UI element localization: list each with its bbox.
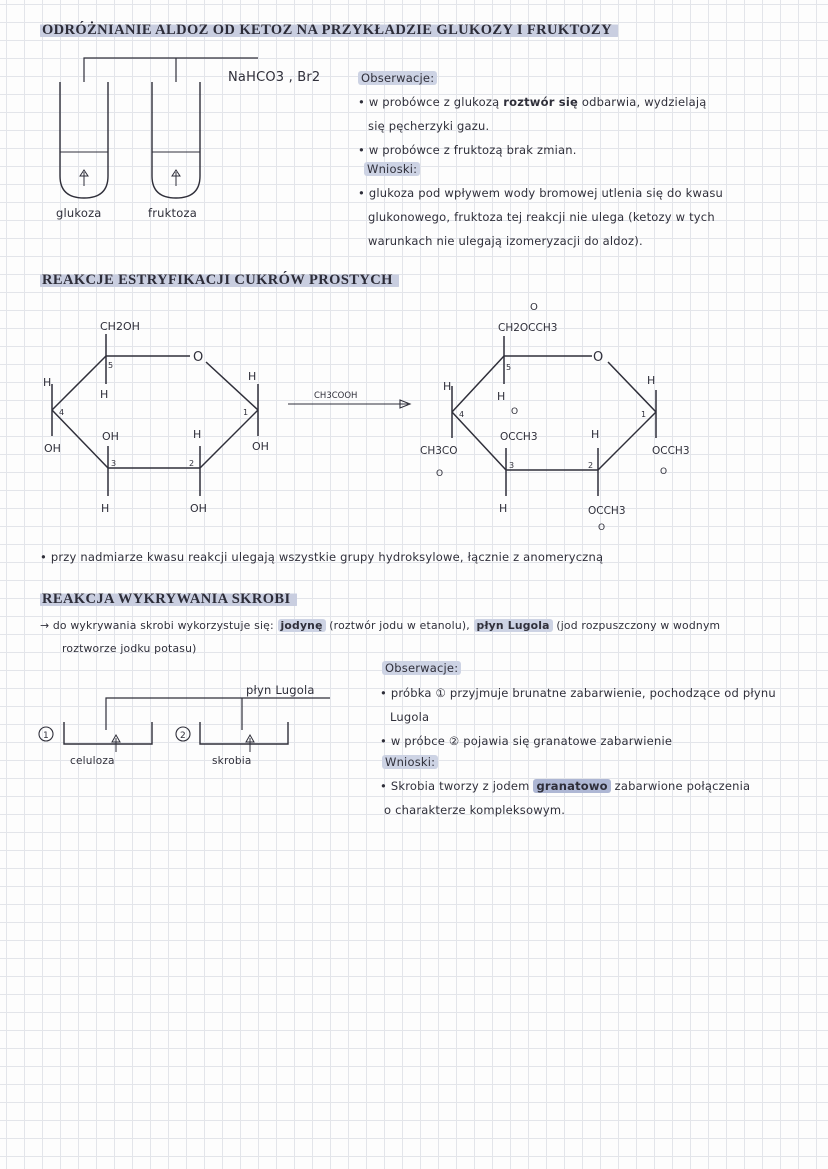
starch-conclusions-title: Wnioski:	[382, 755, 438, 769]
right-label-c5: 5	[506, 363, 512, 372]
tube-label-fructose: fruktoza	[148, 206, 197, 220]
conclusions-title: Wnioski:	[364, 162, 420, 176]
right-label-ring-oxygen: O	[593, 350, 604, 365]
left-label-oh-c4: OH	[44, 442, 61, 455]
starch-conclusion-line-2: o charakterze kompleksowym.	[384, 803, 566, 817]
left-label-ring-oxygen: O	[193, 350, 204, 365]
right-label-o-top: O	[530, 302, 538, 313]
dish-number-2: 2	[180, 731, 186, 741]
left-label-h-c4: H	[43, 376, 52, 389]
left-label-h-c2: H	[193, 428, 202, 441]
right-label-occh3-c1: OCCH3	[652, 445, 690, 457]
right-label-h-c3: H	[499, 502, 508, 515]
left-label-oh-c3: OH	[102, 430, 119, 443]
left-label-oh-c1: OH	[252, 440, 269, 453]
left-label-c2: 2	[189, 459, 195, 468]
right-label-h-c5: H	[497, 390, 506, 403]
left-label-c5: 5	[108, 361, 114, 370]
right-label-ch2occh3: CH2OCCH3	[498, 322, 558, 334]
right-label-c2: 2	[588, 461, 594, 470]
right-label-h-c2: H	[591, 428, 600, 441]
dish-cellulose	[64, 722, 152, 744]
right-label-o-c2: O	[598, 523, 606, 533]
conclusion-line-1: • glukoza pod wpływem wody bromowej utlenia się do kwasu	[358, 186, 723, 200]
conclusion-line-2: glukonowego, fruktoza tej reakcji nie ulega (ketozy w tych	[368, 210, 715, 224]
right-label-h-c1: H	[647, 374, 656, 387]
left-label-ch2oh: CH2OH	[100, 320, 140, 333]
starch-observation-line-3: • w próbce ② pojawia się granatowe zabarwienie	[380, 734, 673, 748]
reaction-reagent: CH3COOH	[314, 391, 358, 401]
starch-intro-line-1: → do wykrywania skrobi wykorzystuje się: jodynę (roztwór jodu w etanolu), płyn Lugola (jod rozpuszczony w wodnym	[40, 619, 721, 632]
esterification-note: • przy nadmiarze kwasu reakcji ulegają wszystkie grupy hydroksylowe, łącznie z anomeryczną	[40, 550, 604, 564]
observation-line-3: • w probówce z fruktozą brak zmian.	[358, 143, 577, 157]
right-label-h-c4: H	[443, 380, 452, 393]
observation-line-1: • w probówce z glukozą roztwór się odbarwia, wydzielają	[358, 95, 707, 109]
conclusion-line-3: warunkach nie ulegają izomeryzacji do aldoz).	[368, 234, 643, 248]
reagent-bromine: NaHCO3 , Br2	[228, 70, 321, 85]
tube-label-glucose: glukoza	[56, 206, 102, 220]
left-label-h-c5: H	[100, 388, 109, 401]
right-label-o-c1: O	[660, 467, 668, 477]
section-title-aldoses: ODRÓŻNIANIE ALDOZ OD KETOZ NA PRZYKŁADZIE GLUKOZY I FRUKTOZY	[40, 22, 618, 39]
right-label-ch3co-c4: CH3CO	[420, 445, 458, 457]
starch-observation-line-2: Lugola	[390, 710, 430, 724]
starch-conclusion-line-1: • Skrobia tworzy z jodem granatowo zabarwione połączenia	[380, 779, 751, 793]
starch-observation-line-1: • próbka ① przyjmuje brunatne zabarwienie, pochodzące od płynu	[380, 686, 776, 700]
starch-reagent: płyn Lugola	[246, 683, 315, 697]
right-label-occh3-c3: OCCH3	[500, 431, 538, 443]
dish-label-cellulose: celuloza	[70, 755, 115, 767]
right-label-o-c4: O	[436, 469, 444, 479]
left-label-oh-c2: OH	[190, 502, 207, 515]
left-label-c4: 4	[59, 408, 65, 417]
left-label-c3: 3	[111, 459, 117, 468]
dish-starch	[200, 722, 288, 744]
observation-line-2: się pęcherzyki gazu.	[368, 119, 490, 133]
dish-number-1: 1	[43, 731, 49, 741]
left-label-c1: 1	[243, 408, 249, 417]
starch-intro-line-2: roztworze jodku potasu)	[62, 642, 197, 655]
dish-label-starch: skrobia	[212, 755, 252, 767]
right-label-c1: 1	[641, 410, 647, 419]
right-label-occh3-c2: OCCH3	[588, 505, 626, 517]
section-title-starch: REAKCJA WYKRYWANIA SKROBI	[40, 591, 297, 608]
section-title-esterification: REAKCJE ESTRYFIKACJI CUKRÓW PROSTYCH	[40, 272, 399, 289]
right-label-c3: 3	[509, 461, 515, 470]
starch-observations-title: Obserwacje:	[382, 661, 461, 675]
left-label-h-c1: H	[248, 370, 257, 383]
left-label-h-c3: H	[101, 502, 110, 515]
right-label-o-c3: O	[511, 407, 519, 417]
right-label-c4: 4	[459, 410, 465, 419]
observations-title: Obserwacje:	[358, 71, 437, 85]
